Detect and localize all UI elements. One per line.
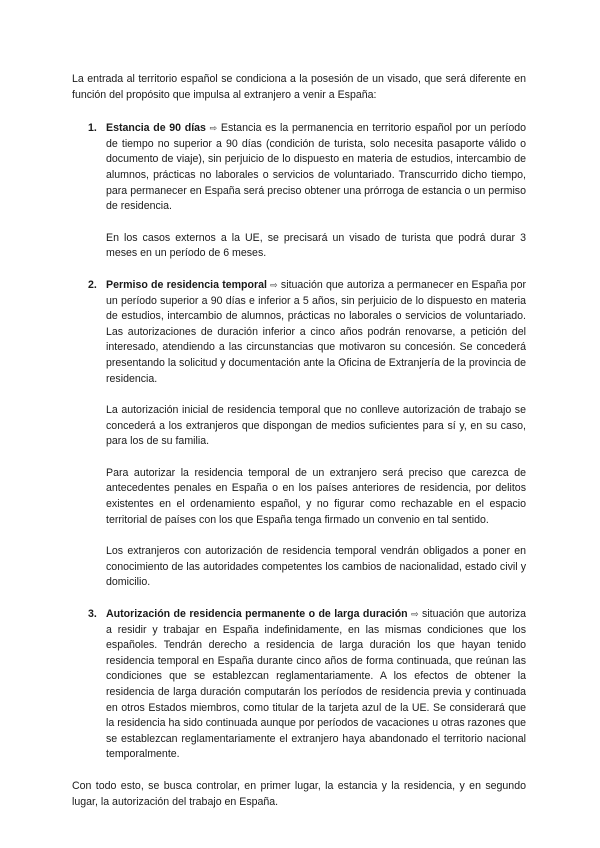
item-number: 3.: [88, 608, 97, 621]
arrow-icon: ⇨: [411, 609, 419, 620]
arrow-icon: ⇨: [270, 279, 278, 290]
item-paragraph: [106, 278, 526, 387]
item-text: situación que autoriza a permanecer en España por un período superior a 90 días e inferior a 5 años, sin perjuicio de lo dispuesto en materia de estudios, intercambio de alumnos, prácticas no laborales o servicios de voluntariado. Las autorizaciones de duración inferior a cinco años podrán renovarse, a petición del interesado, atendiendo a las circunstancias que motivaron su concesión. Se concederá presentando la solicitud y documentación ante la Oficina de Extranjería de la provincia de residencia.: [106, 278, 526, 385]
intro-paragraph: La entrada al territorio español se condiciona a la posesión de un visado, que será diferente en función del propósito que impulsa al extranjero a venir a España:: [72, 73, 526, 101]
item-subparagraph: La autorización inicial de residencia temporal que no conlleve autorización de trabajo se concederá a los extranjeros que dispongan de medios suficientes para sí y, en su caso, para los de su familia.: [106, 404, 526, 448]
item-text: situación que autoriza a residir y trabajar en España indefinidamente, en las mismas condiciones que los españoles. Tendrán derecho a residencia de larga duración los que hayan tenido residencia temporal en España durante cinco años de forma continuada, que reúnan las condiciones que se establezcan reglamentariamente. A los efectos de obtener la residencia de larga duración computarán los períodos de residencia previa y continuada en otros Estados miembros, como titular de la tarjeta azul de la UE. Se considerará que la residencia ha sido continuada aunque por períodos de vacaciones u otras razones que se establezcan reglamentariamente el extranjero haya abandonado el territorio nacional temporalmente.: [106, 608, 527, 761]
item-term: Autorización de residencia permanente o de larga duración: [106, 608, 408, 621]
item-term: Permiso de residencia temporal: [106, 278, 267, 291]
item-subparagraph: Los extranjeros con autorización de residencia temporal vendrán obligados a poner en conocimiento de las autoridades competentes los cambios de nacionalidad, estado civil y domicilio.: [106, 545, 526, 589]
closing-paragraph: Con todo esto, se busca controlar, en primer lugar, la estancia y la residencia, y en segundo lugar, la autorización del trabajo en España.: [72, 779, 526, 808]
visa-type-list: [72, 121, 526, 763]
item-paragraph: [106, 607, 526, 763]
arrow-icon: ⇨: [209, 123, 218, 134]
list-item-estancia: [72, 121, 526, 262]
list-item-residencia-temporal: [72, 278, 526, 591]
item-term: Estancia de 90 días: [106, 122, 206, 135]
item-number: 1.: [88, 122, 97, 135]
item-number: 2.: [88, 278, 97, 291]
item-subparagraph: En los casos externos a la UE, se precisará un visado de turista que podrá durar 3 meses en un período de 6 meses.: [106, 231, 526, 260]
list-item-residencia-permanente: [72, 607, 526, 763]
item-subparagraph: Para autorizar la residencia temporal de un extranjero será preciso que carezca de antecedentes penales en España o en los países anteriores de residencia, por delitos existentes en el ordenamiento español, y no figurar como rechazable en el espacio territorial de países con los que España tenga firmado un convenio en tal sentido.: [106, 466, 526, 526]
item-text: Estancia es la permanencia en territorio español por un período de tiempo no superior a 90 días (condición de turista, solo necesita pasaporte válido o documento de viaje), sin perjuicio de lo dispuesto en materia de estudios, intercambio de alumnos, prácticas no laborales o servicios de voluntariado. Transcurrido dicho tiempo, para permanecer en España será preciso obtener una prórroga de estancia o un permiso de residencia.: [106, 122, 527, 213]
item-paragraph: [106, 121, 526, 215]
